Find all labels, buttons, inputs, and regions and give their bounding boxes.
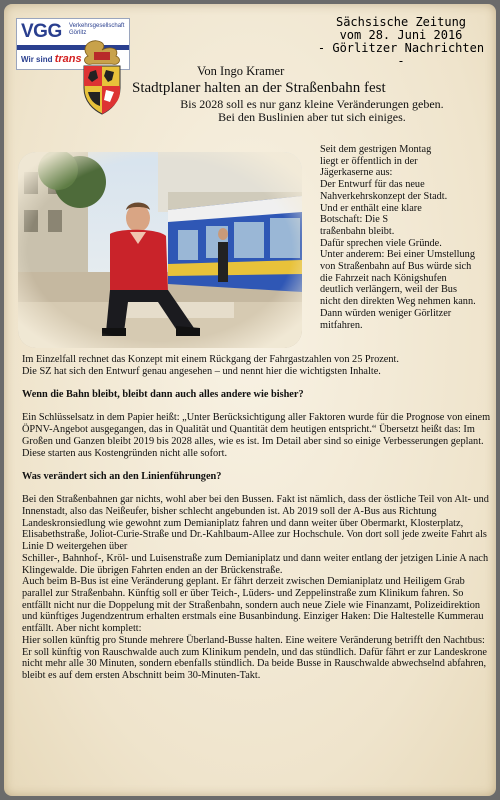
subhead [132, 98, 492, 124]
article-photo [18, 152, 302, 348]
logo-brand: VGG [21, 21, 62, 42]
answer-line: Bei den Straßenbahnen gar nichts, wohl aber bei den Bussen. Fakt ist nämlich, dass der östliche Teil von Alt- und Innenstadt, also das Neißeufer, bisher schlecht angebunden ist. Ab 2019 soll der A-Bus aus Richtung Landeskronsiedlung wie gewohnt zum Demianiplatz fahren und dann weiter über Obermarkt, Klosterplatz, Elisabethstraße, Joliot-Curie-Straße und Dr.-Kahlbaum-Allee zur Hochschule. Von dort soll jede zweite Fahrt als Linie D weitergehen über [22, 494, 489, 553]
masthead-date: vom 28. Juni 2016 [339, 28, 463, 42]
question-heading: Was verändert sich an den Linienführungen? [22, 470, 222, 482]
sidebar-line: Seit dem gestrigen Montag [320, 144, 432, 155]
sidebar-line: Dann würden weniger Görlitzer [320, 307, 452, 319]
photo-man-with-tram [18, 152, 302, 348]
answer-line: Hier sollen künftig pro Stunde mehrere Überland-Busse halten. Eine weitere Veränderung betrifft den Nachtbus: Er soll künftig von Rauschwalde auch zum Klinikum pendeln, und das stündlich. Dafür fährt er zur Landeskrone nicht mehr alle 30 Minuten, sondern ebenfalls stündlich. Da beide Busse in Rauschwalde abwechselnd abfahren, bleibt es auf dem ersten Abschnitt beim 30-Minuten-Takt. [22, 634, 487, 681]
sidebar-line: Der Entwurf für das neue [320, 179, 425, 191]
goerlitz-coat-of-arms-icon [76, 40, 128, 116]
answer-line: Schiller-, Bahnhof-, Kröl- und Luisenstraße zum Demianiplatz und dann weiter entlang der jetzigen Linie A nach Klingewalde. Die übrigen Fahrten enden an der Brückenstraße. [22, 552, 489, 576]
sidebar-line: mitfahren. [320, 319, 363, 331]
subhead-line: Bei den Buslinien aber tut sich einiges. [218, 110, 406, 124]
masthead-section: - Görlitzer Nachrichten - [317, 41, 485, 68]
sidebar-line: die Fahrzeit nach Königshufen [320, 272, 447, 284]
logo-subtitle: Verkehrsgesellschaft Görlitz [69, 23, 125, 36]
logo-tagline-end: trans [54, 53, 82, 65]
answer-paragraph: Ein Schlüsselsatz in dem Papier heißt: „Unter Berücksichtigung aller Faktoren wurde für die Prognose von einem ÖPNV-Angebot ausgegangen, das in Qualität und Quantität dem heutigen entspricht.“ Übersetzt heißt das: Im Großen und Ganzen bleibt 2019 bis 2028 alles, wie es ist. Im Detail aber sind so einige Verbesserungen geplant. Diese starten aus Kostengründen nicht alle sofort. [22, 412, 491, 459]
sidebar-line: Jägerkaserne aus: [320, 167, 393, 179]
sidebar-line: traßenbahn bleibt. [320, 225, 395, 237]
sidebar-line: liegt er öffentlich in der [320, 155, 418, 167]
intro-paragraph [22, 354, 492, 377]
sidebar-line: Dafür sprechen viele Gründe. [320, 237, 442, 249]
sidebar-text [320, 144, 492, 331]
sidebar-line: nicht den direkten Weg nehmen kann. [320, 296, 476, 308]
sidebar-line: Unter anderem: Bei einer Umstellung [320, 249, 475, 261]
newspaper-clipping [4, 4, 496, 796]
question-heading: Wenn die Bahn bleibt, bleibt dann auch alles andere wie bisher? [22, 389, 304, 401]
answer-line: Auch beim B-Bus ist eine Veränderung geplant. Er fährt derzeit zwischen Demianiplatz und Heiligem Grab parallel zur Straßenbahn. Künftig soll er über Teich-, Lüders- und Zeppelinstraße zum Klinikum fahren. So entfällt nicht nur die Doppelung mit der Straßenbahn, sondern auch neue Ziele wie Finanzamt, Polizeidirektion und künftiges Jugendzentrum erhalten erstmals eine Busanbindung. Einziger Haken: Die Haltestelle Kummerau entfällt. Aber nicht komplett: [22, 576, 484, 635]
sidebar-line: Nahverkehrskonzept der Stadt. [320, 190, 448, 202]
byline: Von Ingo Kramer [197, 64, 285, 78]
intro-line: Im Einzelfall rechnet das Konzept mit einem Rückgang der Fahrgastzahlen von 25 Prozent. [22, 354, 399, 365]
sidebar-line: Und er enthält eine klare [320, 202, 422, 214]
intro-line: Die SZ hat sich den Entwurf genau angesehen – und nennt hier die wichtigsten Inhalte. [22, 365, 381, 377]
subhead-line: Bis 2028 soll es nur ganz kleine Veränderungen geben. [180, 97, 444, 111]
answer-paragraph [22, 494, 492, 681]
article-body [22, 354, 492, 693]
sidebar-line: deutlich verlängern, weil der Bus [320, 284, 457, 296]
masthead [316, 16, 486, 68]
sidebar-line: Botschaft: Die S [320, 214, 389, 226]
masthead-paper: Sächsische Zeitung [335, 15, 467, 29]
sidebar-line: von Straßenbahn auf Bus würde sich [320, 261, 472, 273]
logo-tagline-start: Wir sind [21, 55, 53, 64]
headline: Stadtplaner halten an der Straßenbahn fest [132, 80, 386, 96]
